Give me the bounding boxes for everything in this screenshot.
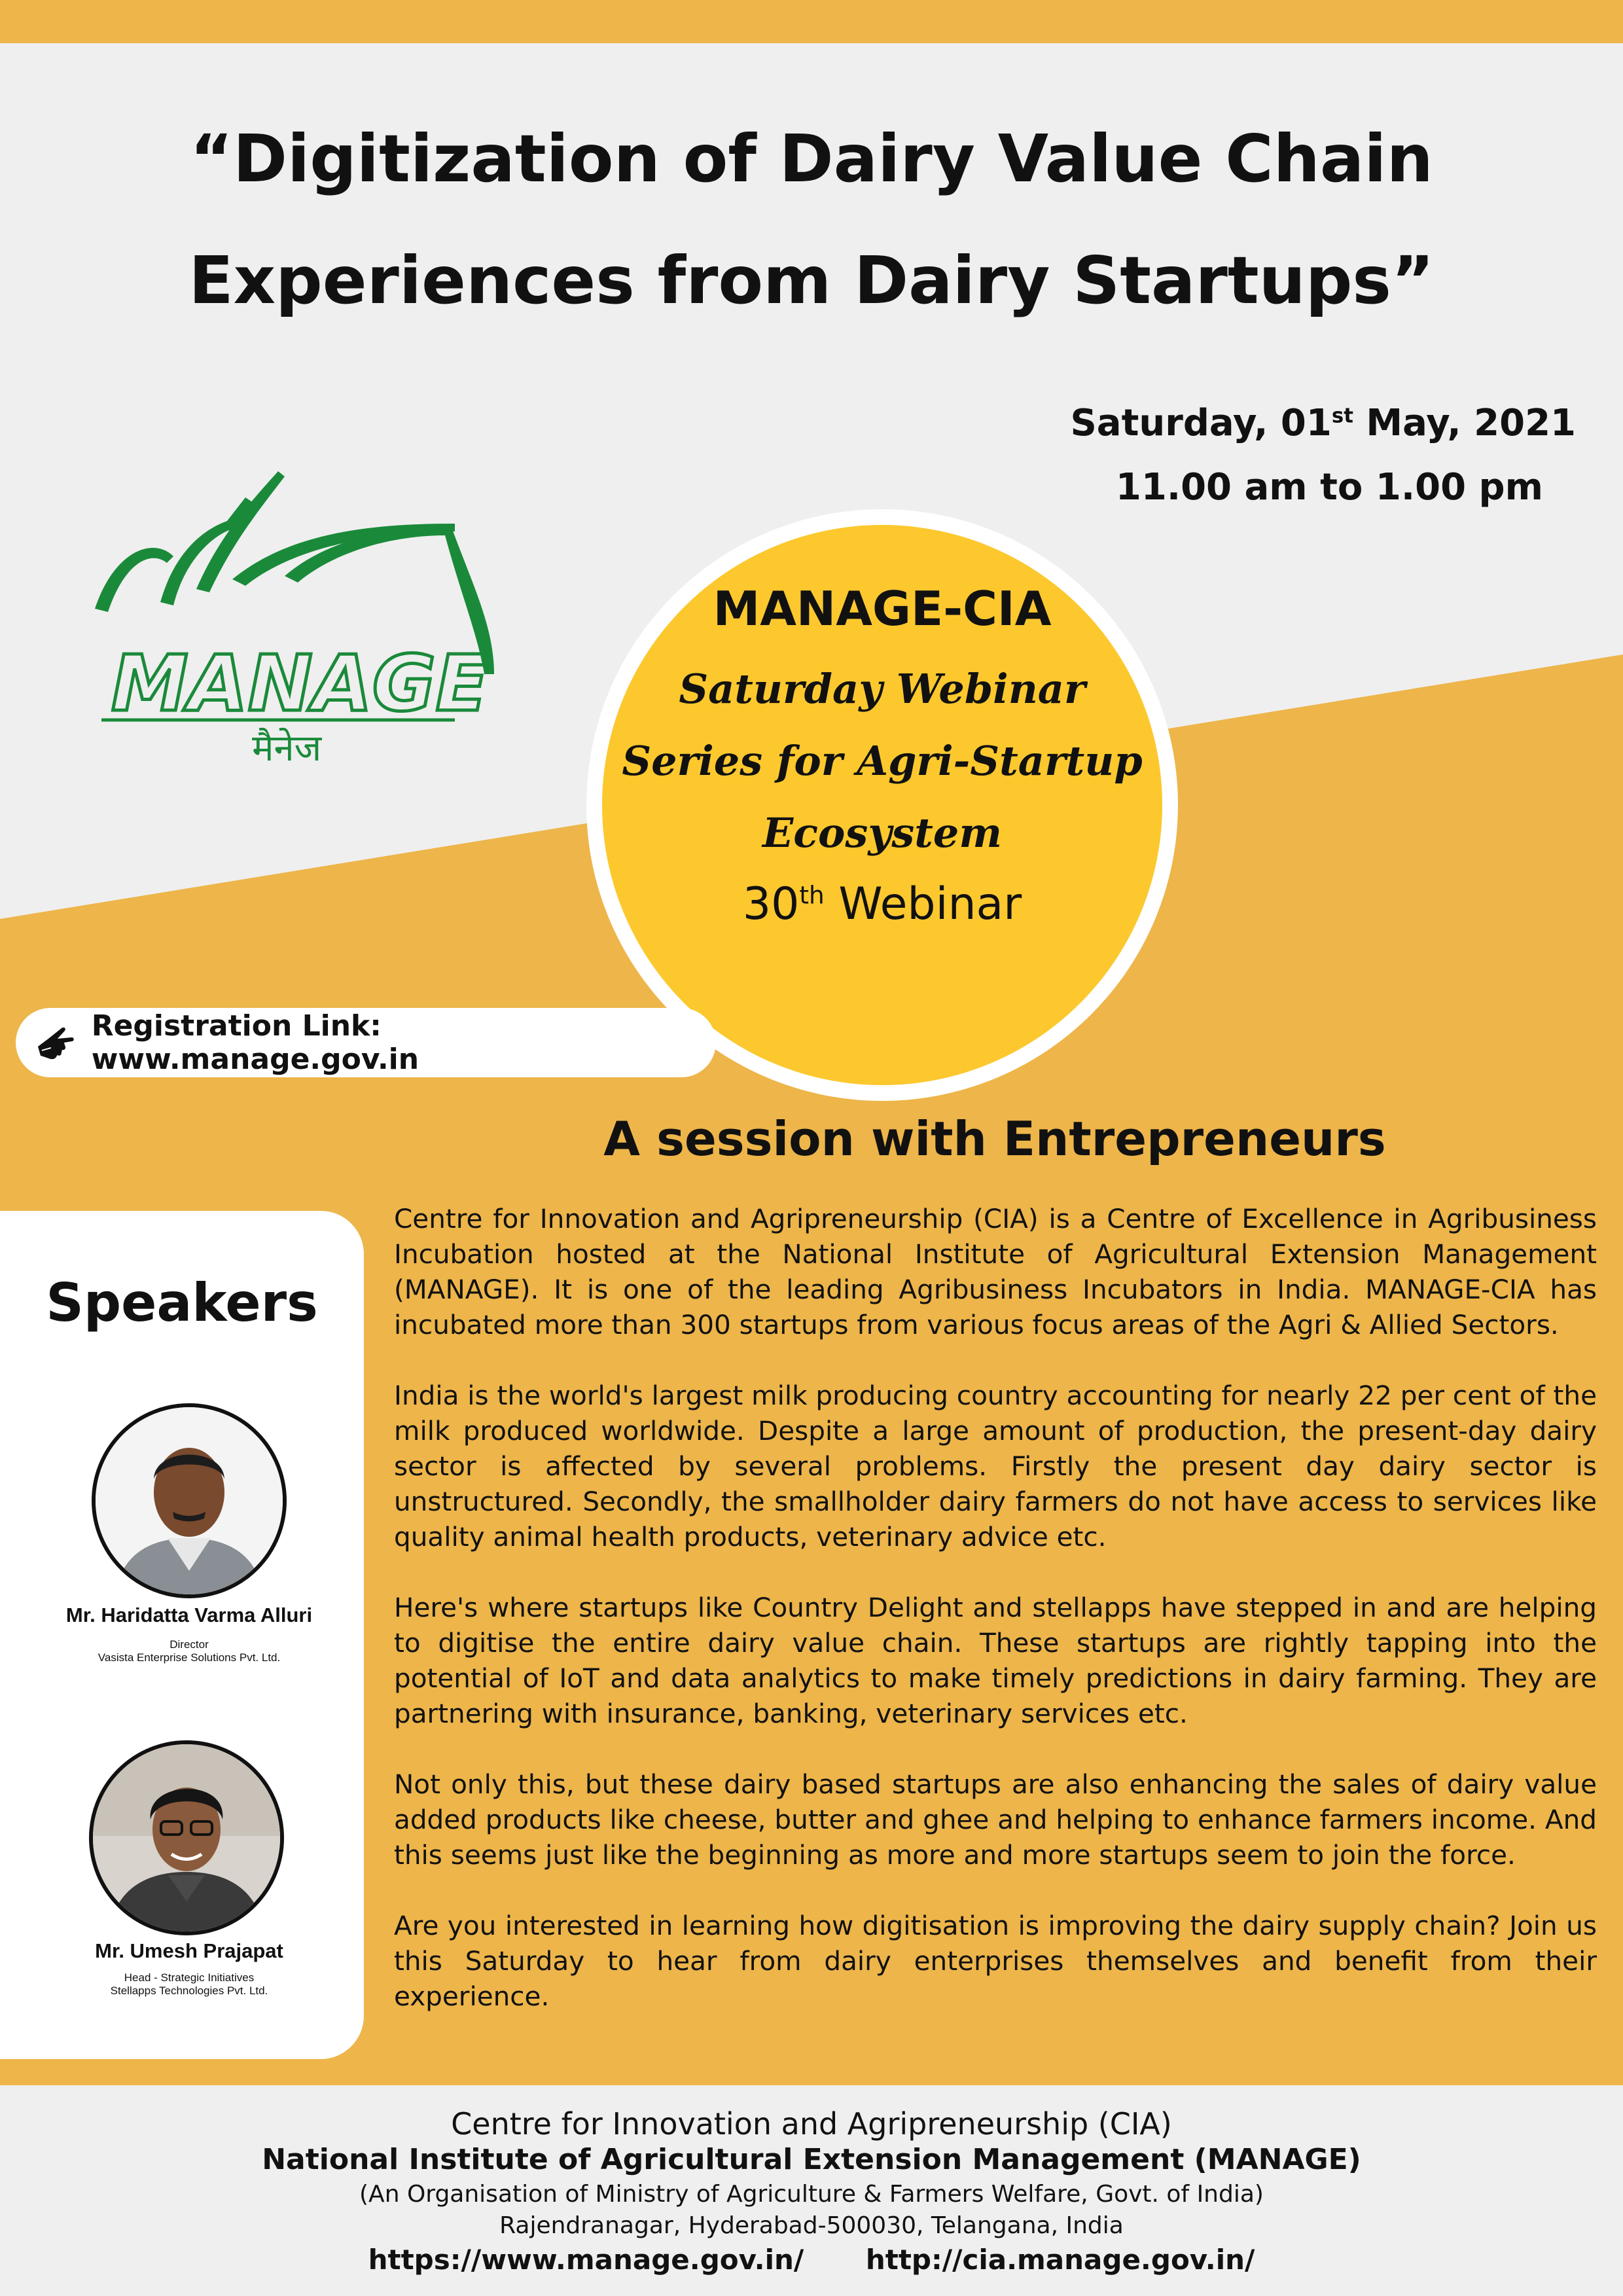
speaker-1-name: Mr. Haridatta Varma Alluri [65, 1604, 313, 1626]
badge-series-line-2: Series for Agri-Startup [622, 737, 1143, 785]
description-body [394, 1201, 1597, 2049]
badge-series [602, 653, 1162, 869]
paragraph-cia-intro: Centre for Innovation and Agripreneurship (CIA) is a Centre of Excellence in Agribusiness Incubation hosted at the National Institute of Agricultural Extension Management (MANAGE). It is one of the leading Agribusiness Incubators in India. MANAGE-CIA has incubated more than 300 startups from various focus areas of the Agri & Allied Sectors. [394, 1203, 1597, 1340]
speakers-panel [0, 1211, 364, 2059]
footer-ministry: (An Organisation of Ministry of Agriculture & Farmers Welfare, Govt. of India) [359, 2181, 1264, 2208]
footer-address: Rajendranagar, Hyderabad-500030, Telangana, India [499, 2212, 1124, 2239]
speakers-heading: Speakers [46, 1272, 318, 1333]
event-datetime [1070, 391, 1576, 520]
registration-link-pill[interactable] [16, 1008, 716, 1077]
speaker-2-avatar [93, 1744, 280, 1931]
registration-link-text[interactable]: Registration Link: www.manage.gov.in [91, 1009, 419, 1076]
speaker-2-name: Mr. Umesh Prajapat [95, 1939, 283, 1962]
event-date-sup: st [1331, 404, 1353, 428]
manage-logo-graphic [88, 458, 507, 766]
paragraph-call-to-action: Are you interested in learning how digitisation is improving the dairy supply chain? Join us this Saturday to hear from dairy enterprises themselves and benefit from their experience. [394, 1910, 1597, 2012]
speaker-1-title: Director [169, 1638, 209, 1651]
speaker-2-company: Stellapps Technologies Pvt. Ltd. [110, 1984, 268, 1997]
footer [0, 2085, 1623, 2296]
session-heading: A session with Entrepreneurs [603, 1111, 1386, 1166]
title-line-1: “Digitization of Dairy Value Chain [190, 120, 1433, 197]
webinar-label: Webinar [824, 878, 1022, 930]
manage-logo [88, 458, 507, 766]
footer-link-manage[interactable]: https://www.manage.gov.in/ [368, 2244, 804, 2276]
logo-hindi-text: मैनेज [252, 727, 322, 766]
event-date [1070, 391, 1576, 456]
speaker-1-avatar [96, 1407, 283, 1594]
badge-series-line-3: Ecosystem [762, 809, 1002, 857]
event-time: 11.00 am to 1.00 pm [1115, 466, 1543, 509]
footer-institute-name: National Institute of Agricultural Extension Management (MANAGE) [262, 2143, 1361, 2176]
speaker-2-title: Head - Strategic Initiatives [124, 1971, 255, 1984]
event-date-day: Saturday, 01 [1070, 402, 1332, 444]
speaker-1-company: Vasista Enterprise Solutions Pvt. Ltd. [98, 1651, 281, 1664]
paragraph-startups: Here's where startups like Country Delight and stellapps have stepped in and are helping to digitise the entire dairy value chain. These startups are rightly tapping into the potential of IoT and data analytics to make timely predictions in dairy farming. They are partnering with insurance, banking, veterinary services etc. [394, 1592, 1597, 1729]
webinar-num: 30 [742, 878, 800, 930]
badge-webinar-number [602, 878, 1162, 930]
speaker-2-photo [89, 1740, 284, 1935]
footer-links [0, 2244, 1623, 2276]
pointing-hand-icon [35, 1022, 77, 1064]
badge-series-line-1: Saturday Webinar [679, 665, 1086, 713]
logo-wordmark: MANAGE [111, 638, 489, 728]
event-date-month: May, 2021 [1353, 402, 1576, 444]
footer-link-cia[interactable]: http://cia.manage.gov.in/ [865, 2244, 1255, 2276]
page-title [39, 98, 1584, 342]
footer-centre-name: Centre for Innovation and Agripreneurship (CIA) [451, 2106, 1172, 2142]
paragraph-value-added: Not only this, but these dairy based startups are also enhancing the sales of dairy value added products like cheese, butter and ghee and helping to enhance farmers income. And this seems just like the beginning as more and more startups seem to join the force. [394, 1768, 1597, 1871]
webinar-sup: th [799, 880, 825, 910]
paragraph-india-milk: India is the world's largest milk producing country accounting for nearly 22 per cent of the milk produced worldwide. Despite a large amount of production, the present-day dairy sector is affected by several problems. Firstly the present day dairy sector is unstructured. Secondly, the smallholder dairy farmers do not have access to services like quality animal health products, veterinary advice etc. [394, 1380, 1597, 1552]
speaker-1-photo [92, 1403, 287, 1598]
webinar-badge [602, 525, 1162, 1085]
badge-org: MANAGE-CIA [713, 581, 1052, 636]
title-line-2: Experiences from Dairy Startups” [188, 242, 1435, 319]
